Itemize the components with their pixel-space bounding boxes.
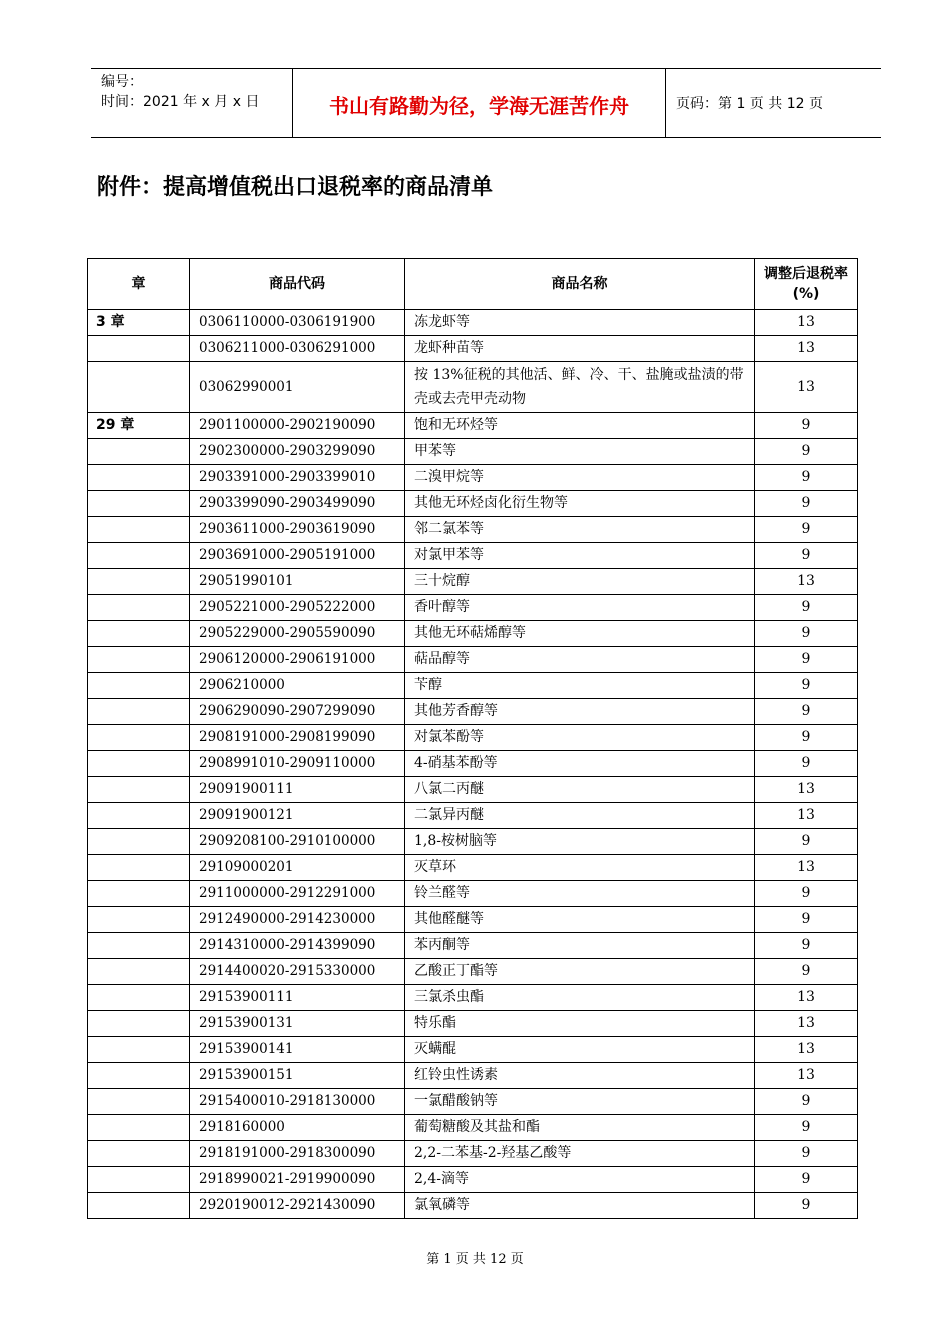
- rate-cell: 9: [755, 1141, 858, 1167]
- table-row: [88, 1193, 858, 1219]
- name-cell: 二氯异丙醚: [405, 803, 755, 829]
- goods-table: [87, 258, 858, 1219]
- code-cell: 03062990001: [190, 362, 405, 413]
- chapter-cell: [88, 751, 190, 777]
- name-cell: 邻二氯苯等: [405, 517, 755, 543]
- code-cell: 2918160000: [190, 1115, 405, 1141]
- table-row: [88, 413, 858, 439]
- name-cell: 八氯二丙醚: [405, 777, 755, 803]
- name-cell: 其他无环烃卤化衍生物等: [405, 491, 755, 517]
- table-row: [88, 569, 858, 595]
- rate-cell: 9: [755, 829, 858, 855]
- code-cell: 29153900131: [190, 1011, 405, 1037]
- header-center-cell: [293, 69, 666, 137]
- column-header-rate: 调整后退税率(%): [755, 259, 858, 310]
- name-cell: 苄醇: [405, 673, 755, 699]
- chapter-cell: [88, 725, 190, 751]
- table-row: [88, 855, 858, 881]
- rate-cell: 9: [755, 751, 858, 777]
- chapter-cell: [88, 491, 190, 517]
- rate-cell: 13: [755, 855, 858, 881]
- chapter-cell: [88, 959, 190, 985]
- name-cell: 饱和无环烃等: [405, 413, 755, 439]
- code-cell: 2915400010-2918130000: [190, 1089, 405, 1115]
- code-cell: 0306211000-0306291000: [190, 336, 405, 362]
- code-cell: 2908991010-2909110000: [190, 751, 405, 777]
- rate-cell: 13: [755, 1063, 858, 1089]
- code-cell: 2902300000-2903299090: [190, 439, 405, 465]
- code-cell: 2918191000-2918300090: [190, 1141, 405, 1167]
- table-row: [88, 803, 858, 829]
- name-cell: 1,8-桉树脑等: [405, 829, 755, 855]
- name-cell: 对氯甲苯等: [405, 543, 755, 569]
- chapter-cell: [88, 595, 190, 621]
- code-cell: 29091900111: [190, 777, 405, 803]
- table-row: [88, 1011, 858, 1037]
- header-right-cell: [666, 69, 881, 137]
- chapter-cell: [88, 829, 190, 855]
- code-cell: 2903691000-2905191000: [190, 543, 405, 569]
- chapter-cell: [88, 777, 190, 803]
- table-row: [88, 491, 858, 517]
- table-row: [88, 959, 858, 985]
- table-row: [88, 673, 858, 699]
- table-row: [88, 1037, 858, 1063]
- chapter-cell: [88, 1193, 190, 1219]
- header-page-label: 页码：第 1 页 共 12 页: [676, 96, 823, 112]
- chapter-cell: [88, 803, 190, 829]
- chapter-cell: 29 章: [88, 413, 190, 439]
- name-cell: 三十烷醇: [405, 569, 755, 595]
- table-row: [88, 829, 858, 855]
- rate-cell: 9: [755, 439, 858, 465]
- code-cell: 2914400020-2915330000: [190, 959, 405, 985]
- rate-cell: 9: [755, 959, 858, 985]
- chapter-cell: [88, 569, 190, 595]
- chapter-cell: [88, 907, 190, 933]
- page-footer: 第 1 页 共 12 页: [426, 1252, 524, 1267]
- rate-cell: 9: [755, 543, 858, 569]
- table-row: [88, 907, 858, 933]
- table-row: [88, 1089, 858, 1115]
- table-row: [88, 881, 858, 907]
- table-row: [88, 465, 858, 491]
- chapter-cell: [88, 1063, 190, 1089]
- code-cell: 2905221000-2905222000: [190, 595, 405, 621]
- column-header-chapter: 章: [88, 259, 190, 310]
- rate-cell: 9: [755, 647, 858, 673]
- rate-cell: 13: [755, 362, 858, 413]
- name-cell: 特乐酯: [405, 1011, 755, 1037]
- rate-cell: 9: [755, 465, 858, 491]
- code-cell: 2903391000-2903399010: [190, 465, 405, 491]
- rate-cell: 9: [755, 699, 858, 725]
- chapter-cell: 3 章: [88, 310, 190, 336]
- document-time-label: 时间：2021 年 x 月 x 日: [101, 94, 260, 110]
- chapter-cell: [88, 855, 190, 881]
- rate-cell: 9: [755, 725, 858, 751]
- rate-cell: 13: [755, 1011, 858, 1037]
- chapter-cell: [88, 933, 190, 959]
- rate-cell: 13: [755, 777, 858, 803]
- chapter-cell: [88, 1141, 190, 1167]
- name-cell: 铃兰醛等: [405, 881, 755, 907]
- name-cell: 萜品醇等: [405, 647, 755, 673]
- name-cell: 二溴甲烷等: [405, 465, 755, 491]
- code-cell: 2906210000: [190, 673, 405, 699]
- table-row: [88, 1167, 858, 1193]
- chapter-cell: [88, 673, 190, 699]
- rate-cell: 9: [755, 907, 858, 933]
- chapter-cell: [88, 1089, 190, 1115]
- chapter-cell: [88, 1037, 190, 1063]
- rate-cell: 13: [755, 310, 858, 336]
- name-cell: 其他醛醚等: [405, 907, 755, 933]
- code-cell: 2906120000-2906191000: [190, 647, 405, 673]
- code-cell: 29153900151: [190, 1063, 405, 1089]
- chapter-cell: [88, 1011, 190, 1037]
- chapter-cell: [88, 881, 190, 907]
- rate-cell: 9: [755, 1115, 858, 1141]
- rate-cell: 13: [755, 803, 858, 829]
- name-cell: 龙虾种苗等: [405, 336, 755, 362]
- code-cell: 2920190012-2921430090: [190, 1193, 405, 1219]
- rate-cell: 9: [755, 673, 858, 699]
- name-cell: 一氯醋酸钠等: [405, 1089, 755, 1115]
- rate-cell: 9: [755, 1193, 858, 1219]
- chapter-cell: [88, 543, 190, 569]
- code-cell: 29051990101: [190, 569, 405, 595]
- chapter-cell: [88, 699, 190, 725]
- rate-cell: 9: [755, 881, 858, 907]
- table-row: [88, 621, 858, 647]
- table-row: [88, 1141, 858, 1167]
- code-cell: 2906290090-2907299090: [190, 699, 405, 725]
- chapter-cell: [88, 647, 190, 673]
- code-cell: 2903611000-2903619090: [190, 517, 405, 543]
- rate-cell: 13: [755, 985, 858, 1011]
- chapter-cell: [88, 985, 190, 1011]
- code-cell: 29109000201: [190, 855, 405, 881]
- rate-cell: 13: [755, 336, 858, 362]
- name-cell: 苯丙酮等: [405, 933, 755, 959]
- name-cell: 冻龙虾等: [405, 310, 755, 336]
- chapter-cell: [88, 336, 190, 362]
- table-header-row: [88, 259, 858, 310]
- rate-cell: 9: [755, 491, 858, 517]
- chapter-cell: [88, 517, 190, 543]
- code-cell: 2901100000-2902190090: [190, 413, 405, 439]
- chapter-cell: [88, 362, 190, 413]
- rate-cell: 9: [755, 933, 858, 959]
- table-row: [88, 1115, 858, 1141]
- name-cell: 葡萄糖酸及其盐和酯: [405, 1115, 755, 1141]
- code-cell: 2918990021-2919900090: [190, 1167, 405, 1193]
- code-cell: 0306110000-0306191900: [190, 310, 405, 336]
- table-row: [88, 543, 858, 569]
- page-header: [91, 68, 881, 138]
- table-row: [88, 647, 858, 673]
- table-row: [88, 725, 858, 751]
- rate-cell: 9: [755, 621, 858, 647]
- name-cell: 2,2-二苯基-2-羟基乙酸等: [405, 1141, 755, 1167]
- name-cell: 香叶醇等: [405, 595, 755, 621]
- chapter-cell: [88, 1167, 190, 1193]
- name-cell: 三氯杀虫酯: [405, 985, 755, 1011]
- chapter-cell: [88, 465, 190, 491]
- rate-cell: 9: [755, 413, 858, 439]
- table-row: [88, 777, 858, 803]
- column-header-name: 商品名称: [405, 259, 755, 310]
- table-row: [88, 699, 858, 725]
- name-cell: 4-硝基苯酚等: [405, 751, 755, 777]
- name-cell: 甲苯等: [405, 439, 755, 465]
- name-cell: 红铃虫性诱素: [405, 1063, 755, 1089]
- rate-cell: 9: [755, 1089, 858, 1115]
- rate-cell: 9: [755, 1167, 858, 1193]
- code-cell: 2914310000-2914399090: [190, 933, 405, 959]
- name-cell: 氯氧磷等: [405, 1193, 755, 1219]
- code-cell: 2911000000-2912291000: [190, 881, 405, 907]
- code-cell: 2912490000-2914230000: [190, 907, 405, 933]
- table-row: [88, 517, 858, 543]
- name-cell: 按 13%征税的其他活、鲜、冷、干、盐腌或盐渍的带壳或去壳甲壳动物: [405, 362, 755, 413]
- column-header-code: 商品代码: [190, 259, 405, 310]
- header-left-cell: [91, 69, 293, 137]
- table-row: [88, 1063, 858, 1089]
- name-cell: 灭草环: [405, 855, 755, 881]
- name-cell: 灭螨醌: [405, 1037, 755, 1063]
- table-row: [88, 310, 858, 336]
- rate-cell: 13: [755, 569, 858, 595]
- code-cell: 29091900121: [190, 803, 405, 829]
- chapter-cell: [88, 439, 190, 465]
- page-title: 附件：提高增值税出口退税率的商品清单: [97, 175, 494, 200]
- code-cell: 2905229000-2905590090: [190, 621, 405, 647]
- name-cell: 对氯苯酚等: [405, 725, 755, 751]
- rate-cell: 9: [755, 517, 858, 543]
- table-row: [88, 362, 858, 413]
- header-motto: 书山有路勤为径，学海无涯苦作舟: [329, 94, 629, 118]
- table-row: [88, 439, 858, 465]
- document-number-label: 编号：: [101, 74, 143, 90]
- code-cell: 2909208100-2910100000: [190, 829, 405, 855]
- code-cell: 29153900111: [190, 985, 405, 1011]
- rate-cell: 9: [755, 595, 858, 621]
- chapter-cell: [88, 1115, 190, 1141]
- name-cell: 乙酸正丁酯等: [405, 959, 755, 985]
- name-cell: 其他芳香醇等: [405, 699, 755, 725]
- rate-cell: 13: [755, 1037, 858, 1063]
- chapter-cell: [88, 621, 190, 647]
- name-cell: 2,4-滴等: [405, 1167, 755, 1193]
- name-cell: 其他无环萜烯醇等: [405, 621, 755, 647]
- table-row: [88, 751, 858, 777]
- code-cell: 2903399090-2903499090: [190, 491, 405, 517]
- code-cell: 2908191000-2908199090: [190, 725, 405, 751]
- table-row: [88, 985, 858, 1011]
- table-row: [88, 933, 858, 959]
- code-cell: 29153900141: [190, 1037, 405, 1063]
- table-row: [88, 595, 858, 621]
- table-row: [88, 336, 858, 362]
